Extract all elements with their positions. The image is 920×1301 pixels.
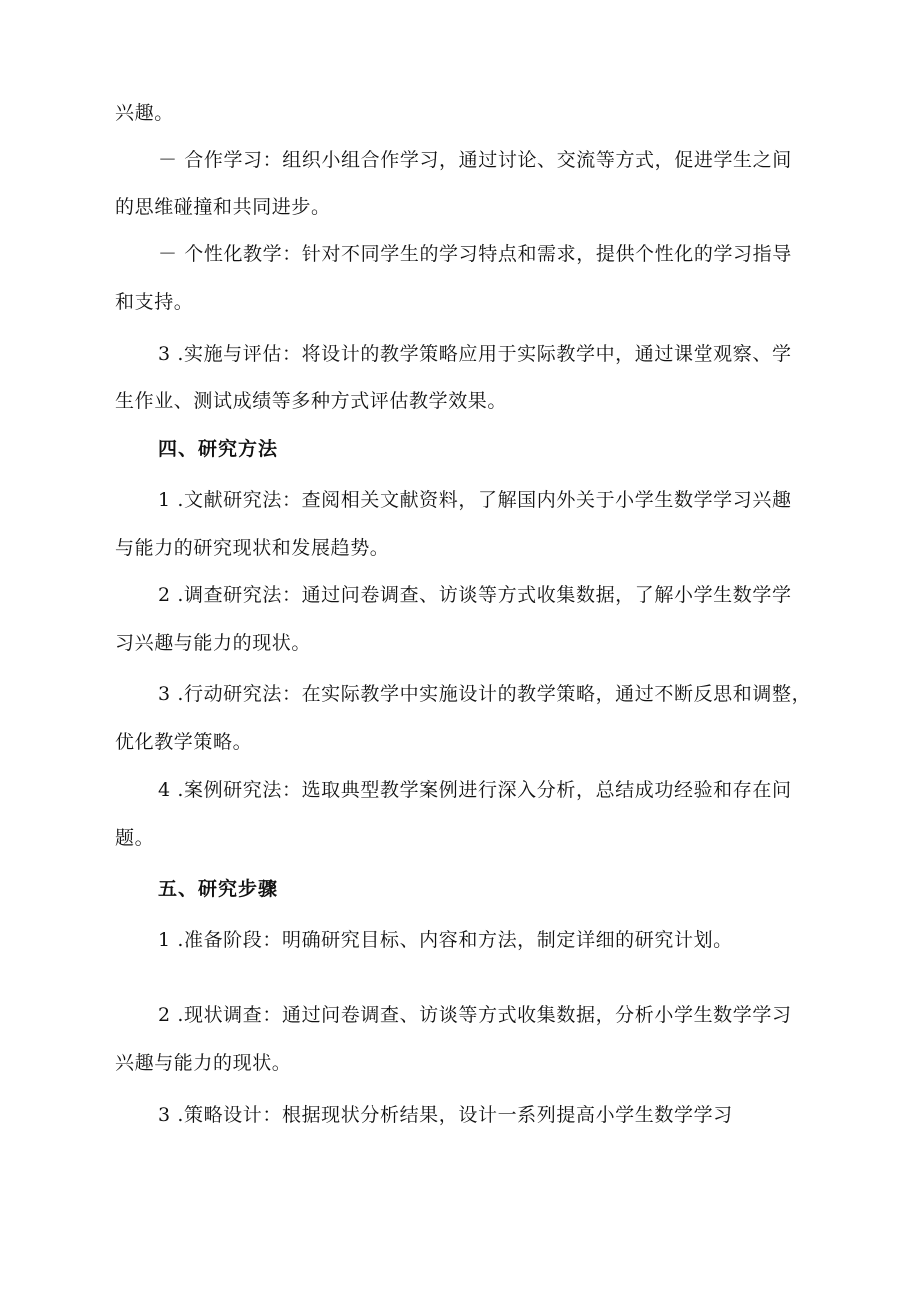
text-line: 习兴趣与能力的现状。: [115, 632, 312, 654]
text-line: － 合作学习：组织小组合作学习，通过讨论、交流等方式，促进学生之间: [158, 149, 792, 171]
text-line: 2 .现状调查：通过问卷调查、访谈等方式收集数据，分析小学生数学学习: [158, 1004, 792, 1026]
text-line: 4 .案例研究法：选取典型教学案例进行深入分析，总结成功经验和存在问: [158, 779, 792, 801]
text-line: 2 .调查研究法：通过问卷调查、访谈等方式收集数据，了解小学生数学学: [158, 584, 792, 606]
text-line: 与能力的研究现状和发展趋势。: [115, 537, 390, 559]
text-line: 1 .准备阶段：明确研究目标、内容和方法，制定详细的研究计划。: [158, 929, 733, 951]
text-line: 兴趣。: [115, 102, 174, 124]
text-line: 生作业、测试成绩等多种方式评估教学效果。: [115, 390, 508, 412]
text-line: 1 .文献研究法：查阅相关文献资料，了解国内外关于小学生数学学习兴趣: [158, 489, 792, 511]
text-line: 的思维碰撞和共同进步。: [115, 196, 331, 218]
text-line: 3 .行动研究法：在实际教学中实施设计的教学策略，通过不断反思和调整，: [158, 683, 812, 705]
text-line: 优化教学策略。: [115, 731, 253, 753]
section-heading: 五、研究步骤: [158, 878, 279, 900]
text-line: 和支持。: [115, 291, 194, 313]
text-line: 3 .策略设计：根据现状分析结果，设计一系列提高小学生数学学习: [158, 1104, 733, 1126]
text-line: 3 .实施与评估：将设计的教学策略应用于实际教学中，通过课堂观察、学: [158, 343, 792, 365]
text-line: － 个性化教学：针对不同学生的学习特点和需求，提供个性化的学习指导: [158, 243, 792, 265]
section-heading: 四、研究方法: [158, 438, 279, 460]
text-line: 题。: [115, 827, 155, 849]
text-line: 兴趣与能力的现状。: [115, 1052, 292, 1074]
